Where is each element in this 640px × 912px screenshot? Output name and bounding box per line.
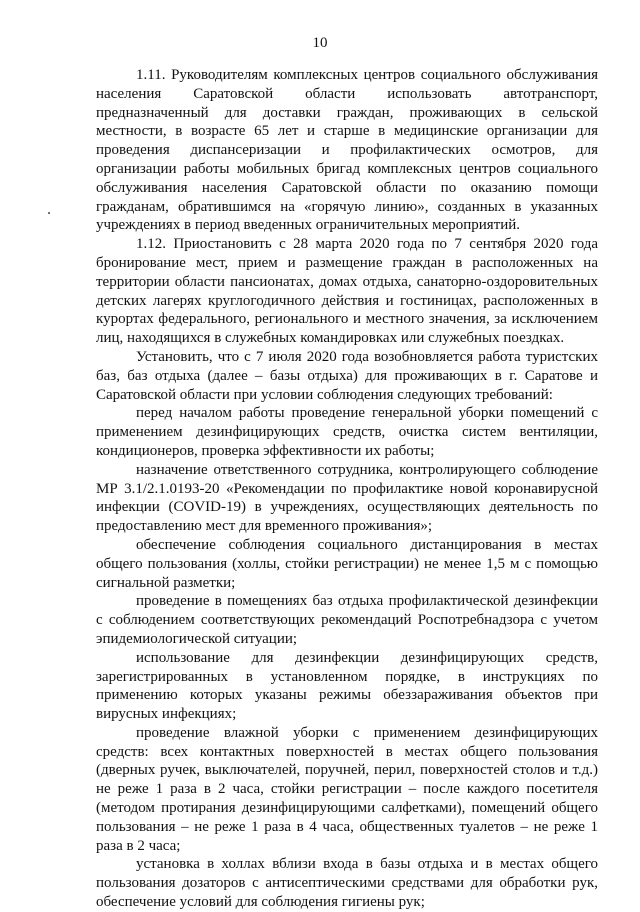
paragraph-1-12: 1.12. Приостановить с 28 марта 2020 года по 7 сентября 2020 года бронирование мест, прием и размещение граждан в расположенных на территории области пансионатах, домах отдыха, санаторно-оздоровительных детских лагерях круглогодичного действия и гостиницах, расположенных в курортах федерального, регионального и местного значения, за исключением лиц, находящихся в служебных командировках или служебных поездках. [96,236,598,347]
paragraph-wet-cleaning: проведение влажной уборки с применением дезинфицирующих средств: всех контактных поверхностей в местах общего пользования (дверных ручек, выключателей, поручней, перил, поверхностей столов и т.д.) не реже 1 раза в 2 часа, стойки регистрации – после каждого посетителя (методом протирания дезинфицирующими салфетками), помещений общего пользования – не реже 1 раза в 4 часа, общественных туалетов – не реже 1 раза в 2 часа; [96,724,598,854]
body-text [96,66,598,912]
paragraph-prophylactic-disinfection: проведение в помещениях баз отдыха профилактической дезинфекции с соблюдением соответствующих рекомендаций Роспотребнадзора с учетом эпидемиологической ситуации; [96,593,598,647]
paragraph-social-distancing: обеспечение соблюдения социального дистанцирования в местах общего пользования (холлы, стойки регистрации) не менее 1,5 м с помощью сигнальной разметки; [96,536,598,591]
margin-mark [48,212,50,214]
paragraph-sanitizer-dispensers: установка в холлах вблизи входа в базы отдыха и в местах общего пользования дозаторов с антисептическими средствами для обработки рук, обеспечение условий для соблюдения гигиены рук; [96,856,598,911]
paragraph-general-cleaning: перед началом работы проведение генеральной уборки помещений с применением дезинфицирующих средств, очистка систем вентиляции, кондиционеров, проверка эффективности их работы; [96,405,598,459]
page-number: 10 [312,35,328,51]
paragraph-tourist-bases: Установить, что с 7 июля 2020 года возобновляется работа туристских баз, баз отдыха (далее – базы отдыха) для проживающих в г. Саратове и Саратовской области при условии соблюдения следующих требований: [96,348,598,403]
paragraph-disinfectant-use: использование для дезинфекции дезинфицирующих средств, зарегистрированных в установленном порядке, в инструкциях по применению которых указаны режимы обеззараживания объектов при вирусных инфекциях; [96,649,598,723]
paragraph-responsible-employee: назначение ответственного сотрудника, контролирующего соблюдение МР 3.1/2.1.0193-20 «Рекомендации по профилактике новой коронавирусной инфекции (COVID-19) в учреждениях, осуществляющих деятельность по предоставлению мест для временного проживания»; [96,461,598,535]
paragraph-1-11: 1.11. Руководителям комплексных центров социального обслуживания населения Саратовской области использовать автотранспорт, предназначенный для доставки граждан, проживающих в сельской местности, в возрасте 65 лет и старше в медицинские организации для проведения диспансеризации и профилактических осмотров, для организации работы мобильных бригад комплексных центров социального обслуживания населения Саратовской области по оказанию помощи гражданам, обратившимся на «горячую линию», созданных в указанных учреждениях в период введенных ограничительных мероприятий. [96,67,598,234]
